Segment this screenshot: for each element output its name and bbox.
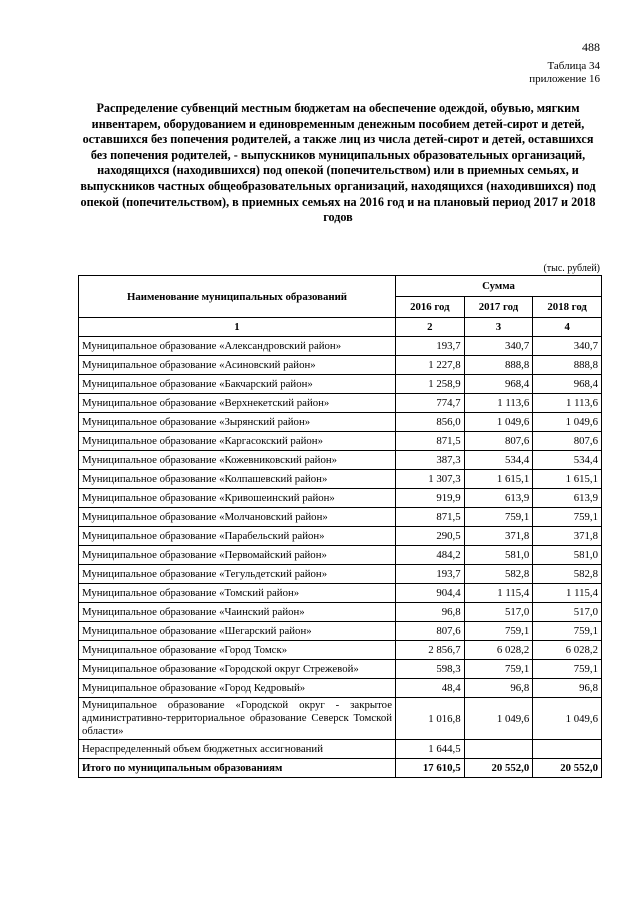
value-2018 — [533, 740, 602, 759]
table-row — [79, 356, 602, 375]
value-2017: 1 615,1 — [464, 470, 533, 489]
column-index: 2 — [396, 318, 465, 337]
municipality-name: Муниципальное образование «Первомайский район» — [79, 546, 396, 565]
value-2016: 774,7 — [396, 394, 465, 413]
value-2018: 1 115,4 — [533, 584, 602, 603]
table-row — [79, 527, 602, 546]
units-label: (тыс. рублей) — [543, 263, 600, 274]
value-2016: 96,8 — [396, 603, 465, 622]
value-2018: 759,1 — [533, 622, 602, 641]
value-2017: 613,9 — [464, 489, 533, 508]
municipality-name: Муниципальное образование «Город Кедровый» — [79, 679, 396, 698]
value-2017 — [464, 740, 533, 759]
column-index: 1 — [79, 318, 396, 337]
table-row — [79, 508, 602, 527]
column-index: 4 — [533, 318, 602, 337]
value-2017: 1 049,6 — [464, 413, 533, 432]
value-2017: 1 115,4 — [464, 584, 533, 603]
table-row — [79, 337, 602, 356]
value-2016: 193,7 — [396, 337, 465, 356]
table-row — [79, 413, 602, 432]
table-row — [79, 660, 602, 679]
municipality-name: Муниципальное образование «Александровский район» — [79, 337, 396, 356]
header-year-2016: 2016 год — [396, 297, 465, 318]
value-2018: 581,0 — [533, 546, 602, 565]
value-2018: 582,8 — [533, 565, 602, 584]
value-2016: 484,2 — [396, 546, 465, 565]
table-row — [79, 740, 602, 759]
value-2017: 807,6 — [464, 432, 533, 451]
municipality-name: Нераспределенный объем бюджетных ассигнований — [79, 740, 396, 759]
value-2017: 581,0 — [464, 546, 533, 565]
value-2017: 517,0 — [464, 603, 533, 622]
value-2016: 1 258,9 — [396, 375, 465, 394]
value-2018: 807,6 — [533, 432, 602, 451]
table-row — [79, 470, 602, 489]
table-body — [79, 337, 602, 759]
total-2016: 17 610,5 — [396, 759, 465, 778]
header-year-2017: 2017 год — [464, 297, 533, 318]
value-2018: 759,1 — [533, 508, 602, 527]
total-row — [79, 759, 602, 778]
value-2017: 1 113,6 — [464, 394, 533, 413]
table-row — [79, 546, 602, 565]
municipality-name: Муниципальное образование «Кривошеинский район» — [79, 489, 396, 508]
value-2017: 340,7 — [464, 337, 533, 356]
total-label: Итого по муниципальным образованиям — [79, 759, 396, 778]
value-2016: 193,7 — [396, 565, 465, 584]
municipality-name: Муниципальное образование «Шегарский район» — [79, 622, 396, 641]
municipality-name: Муниципальное образование «Томский район» — [79, 584, 396, 603]
municipality-name: Муниципальное образование «Бакчарский район» — [79, 375, 396, 394]
table-row — [79, 679, 602, 698]
municipality-name: Муниципальное образование «Парабельский район» — [79, 527, 396, 546]
total-2018: 20 552,0 — [533, 759, 602, 778]
appendix-label: приложение 16 — [529, 73, 600, 85]
table-row — [79, 489, 602, 508]
municipality-name: Муниципальное образование «Тегульдетский район» — [79, 565, 396, 584]
table-row — [79, 603, 602, 622]
municipality-name: Муниципальное образование «Асиновский район» — [79, 356, 396, 375]
value-2016: 48,4 — [396, 679, 465, 698]
value-2017: 534,4 — [464, 451, 533, 470]
municipality-name: Муниципальное образование «Верхнекетский район» — [79, 394, 396, 413]
value-2016: 1 227,8 — [396, 356, 465, 375]
document-title: Распределение субвенций местным бюджетам на обеспечение одеждой, обувью, мягким инвентарем, оборудованием и единовременным денежным пособием детей-сирот и детей, оставшихся без попечения родителей, а также лиц из числа детей-сирот и детей, оставшихся без попечения родителей, - выпускников муниципальных образовательных организаций, находящихся (находившихся) под опекой (попечительством) или в приемных семьях, и выпускников частных общеобразовательных организаций, находящихся (находившихся) под опекой (попечительством), в приемных семьях на 2016 год и на плановый период 2017 и 2018 годов — [80, 101, 596, 225]
table-reference — [529, 60, 600, 86]
page-number: 488 — [582, 40, 600, 54]
municipality-name: Муниципальное образование «Чаинский район» — [79, 603, 396, 622]
value-2016: 871,5 — [396, 432, 465, 451]
value-2018: 1 113,6 — [533, 394, 602, 413]
value-2016: 1 307,3 — [396, 470, 465, 489]
municipality-name: Муниципальное образование «Город Томск» — [79, 641, 396, 660]
table-row — [79, 375, 602, 394]
value-2017: 96,8 — [464, 679, 533, 698]
value-2018: 1 615,1 — [533, 470, 602, 489]
value-2018: 613,9 — [533, 489, 602, 508]
value-2018: 1 049,6 — [533, 698, 602, 740]
header-year-2018: 2018 год — [533, 297, 602, 318]
value-2017: 968,4 — [464, 375, 533, 394]
value-2018: 534,4 — [533, 451, 602, 470]
table-row — [79, 698, 602, 740]
table-row — [79, 394, 602, 413]
value-2016: 807,6 — [396, 622, 465, 641]
value-2016: 598,3 — [396, 660, 465, 679]
value-2016: 856,0 — [396, 413, 465, 432]
value-2017: 759,1 — [464, 622, 533, 641]
value-2017: 888,8 — [464, 356, 533, 375]
value-2017: 371,8 — [464, 527, 533, 546]
municipality-name: Муниципальное образование «Колпашевский район» — [79, 470, 396, 489]
value-2017: 759,1 — [464, 660, 533, 679]
value-2016: 1 016,8 — [396, 698, 465, 740]
municipality-name: Муниципальное образование «Городской округ Стрежевой» — [79, 660, 396, 679]
value-2016: 904,4 — [396, 584, 465, 603]
municipality-name: Муниципальное образование «Каргасокский район» — [79, 432, 396, 451]
table-row — [79, 584, 602, 603]
table-row — [79, 565, 602, 584]
table-row — [79, 432, 602, 451]
header-municipality: Наименование муниципальных образований — [79, 276, 396, 318]
table-label: Таблица 34 — [547, 60, 600, 72]
value-2018: 1 049,6 — [533, 413, 602, 432]
table-row — [79, 622, 602, 641]
value-2016: 871,5 — [396, 508, 465, 527]
value-2016: 387,3 — [396, 451, 465, 470]
table-row — [79, 641, 602, 660]
value-2016: 2 856,7 — [396, 641, 465, 660]
value-2018: 888,8 — [533, 356, 602, 375]
subvention-table — [78, 275, 602, 778]
value-2016: 290,5 — [396, 527, 465, 546]
value-2018: 340,7 — [533, 337, 602, 356]
value-2018: 759,1 — [533, 660, 602, 679]
value-2016: 919,9 — [396, 489, 465, 508]
column-index: 3 — [464, 318, 533, 337]
municipality-name: Муниципальное образование «Городской округ - закрытое административно-территориальное образование Северск Томской области» — [79, 698, 396, 740]
value-2017: 582,8 — [464, 565, 533, 584]
value-2017: 759,1 — [464, 508, 533, 527]
total-2017: 20 552,0 — [464, 759, 533, 778]
header-sum: Сумма — [396, 276, 602, 297]
value-2017: 1 049,6 — [464, 698, 533, 740]
municipality-name: Муниципальное образование «Кожевниковский район» — [79, 451, 396, 470]
value-2017: 6 028,2 — [464, 641, 533, 660]
municipality-name: Муниципальное образование «Зырянский район» — [79, 413, 396, 432]
municipality-name: Муниципальное образование «Молчановский район» — [79, 508, 396, 527]
value-2018: 6 028,2 — [533, 641, 602, 660]
value-2018: 96,8 — [533, 679, 602, 698]
table-row — [79, 451, 602, 470]
value-2018: 371,8 — [533, 527, 602, 546]
value-2018: 517,0 — [533, 603, 602, 622]
value-2018: 968,4 — [533, 375, 602, 394]
value-2016: 1 644,5 — [396, 740, 465, 759]
